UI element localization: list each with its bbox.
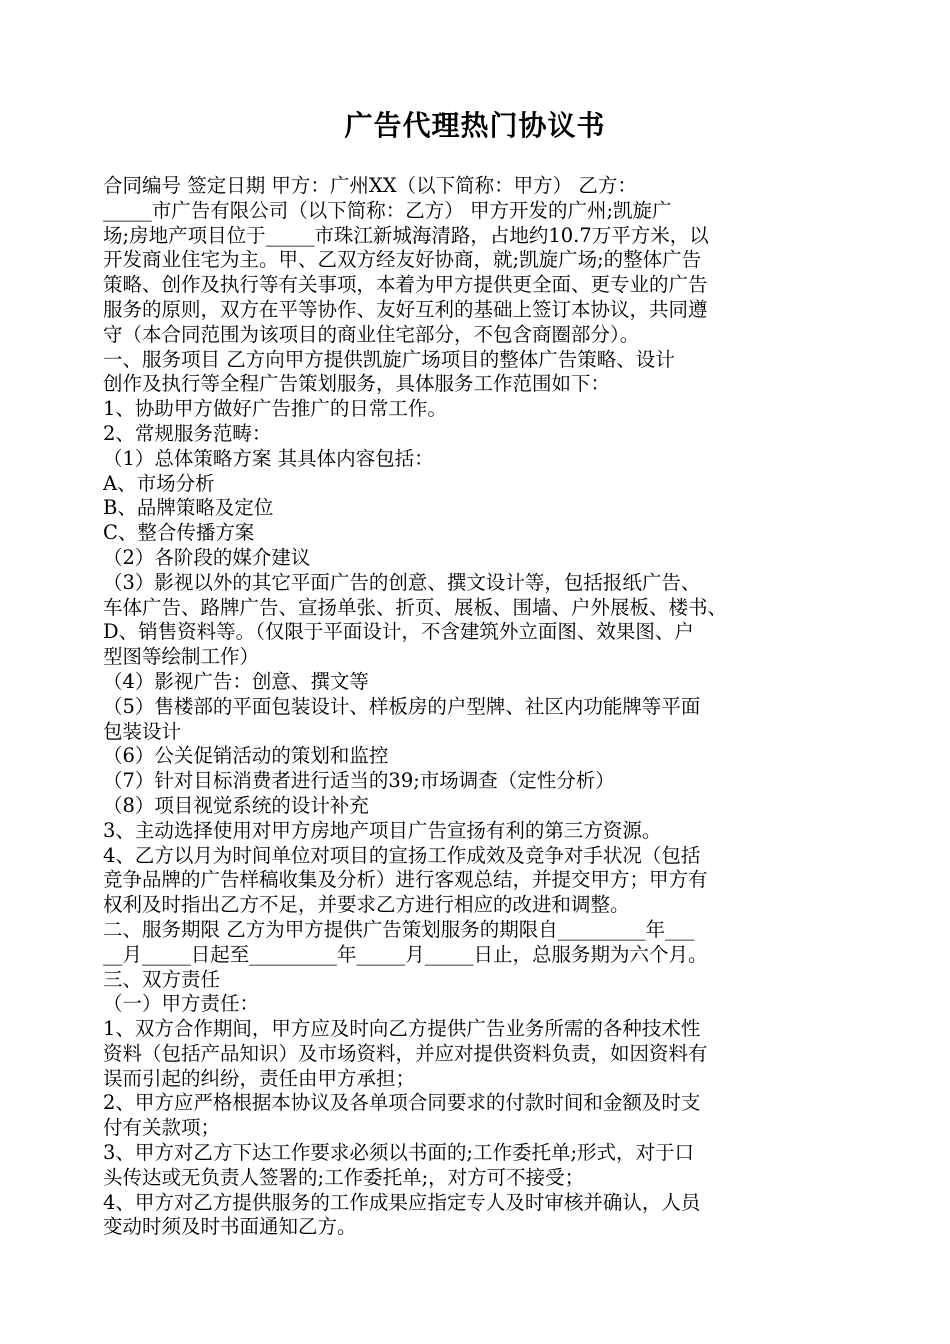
- body-text-line: D、销售资料等。（仅限于平面设计，不含建筑外立面图、效果图、户: [103, 620, 694, 644]
- body-text-line: （1）总体策略方案 其具体内容包括：: [103, 446, 434, 470]
- body-text-line: 2、常规服务范畴：: [103, 421, 272, 445]
- body-text-line: 变动时须及时书面通知乙方。: [103, 1215, 357, 1239]
- body-text-line: 包装设计: [103, 719, 182, 743]
- body-text-line: 4、甲方对乙方提供服务的工作成果应指定专人及时审核并确认，人员: [103, 1190, 701, 1214]
- body-text-line: _____市广告有限公司（以下简称：乙方） 甲方开发的广州;凯旋广: [103, 198, 672, 222]
- body-text-line: A、市场分析: [103, 471, 215, 495]
- body-text-line: 开发商业住宅为主。甲、乙双方经友好协商，就;凯旋广场;的整体广告: [103, 248, 702, 272]
- body-text-line: C、整合传播方案: [103, 521, 255, 545]
- body-text-line: B、品牌策略及定位: [103, 496, 274, 520]
- document-title: 广告代理热门协议书: [344, 109, 606, 142]
- body-text-line: 服务的原则，双方在平等协作、友好互利的基础上签订本协议，共同遵: [103, 297, 708, 321]
- body-text-line: 资料（包括产品知识）及市场资料，并应对提供资料负责，如因资料有: [103, 1041, 708, 1065]
- body-text-line: 创作及执行等全程广告策划服务，具体服务工作范围如下：: [103, 372, 611, 396]
- body-text-line: （8）项目视觉系统的设计补充: [103, 793, 369, 817]
- body-text-line: 一、服务项目 乙方向甲方提供凯旋广场项目的整体广告策略、设计: [103, 347, 675, 371]
- body-text-line: 型图等绘制工作）: [103, 645, 260, 669]
- body-text-line: __月_____日起至_________年_____月_____日止，总服务期为六个月。: [103, 942, 708, 966]
- body-text-line: 2、甲方应严格根据本协议及各单项合同要求的付款时间和金额及时支: [103, 1091, 701, 1115]
- body-text-line: 权利及时指出乙方不足，并要求乙方进行相应的改进和调整。: [103, 893, 630, 917]
- body-text-line: 二、服务期限 乙方为甲方提供广告策划服务的期限自_________年___: [103, 917, 695, 941]
- body-text-line: 守（本合同范围为该项目的商业住宅部分，不包含商圈部分）。: [103, 322, 640, 346]
- body-text-line: 付有关款项；: [103, 1116, 221, 1140]
- body-text-line: （4）影视广告：创意、撰文等: [103, 669, 369, 693]
- body-text-line: （2）各阶段的媒介建议: [103, 545, 311, 569]
- document-body: [103, 174, 853, 1240]
- body-text-line: 三、双方责任: [103, 967, 221, 991]
- body-text-line: （5）售楼部的平面包装设计、样板房的户型牌、社区内功能牌等平面: [103, 694, 701, 718]
- body-text-line: 竞争品牌的广告样稿收集及分析）进行客观总结，并提交甲方；甲方有: [103, 868, 708, 892]
- body-text-line: 车体广告、路牌广告、宣扬单张、折页、展板、围墙、户外展板、楼书、: [103, 595, 728, 619]
- body-text-line: 4、乙方以月为时间单位对项目的宣扬工作成效及竞争对手状况（包括: [103, 843, 701, 867]
- body-text-line: 合同编号 签定日期 甲方：广州XX（以下简称：甲方） 乙方：: [103, 174, 637, 197]
- body-text-line: （6）公关促销活动的策划和监控: [103, 744, 389, 768]
- body-text-line: （一）甲方责任：: [103, 992, 260, 1016]
- body-text-line: 1、双方合作期间，甲方应及时向乙方提供广告业务所需的各种技术性: [103, 1017, 701, 1041]
- body-text-line: （3）影视以外的其它平面广告的创意、撰文设计等，包括报纸广告、: [103, 570, 701, 594]
- body-text-line: 3、主动选择使用对甲方房地产项目广告宣扬有利的第三方资源。: [103, 818, 662, 842]
- body-text-line: 误而引起的纠纷，责任由甲方承担；: [103, 1066, 416, 1090]
- body-text-line: 头传达或无负责人签署的;工作委托单;，对方可不接受；: [103, 1165, 585, 1189]
- body-text-line: 策略、创作及执行等有关事项，本着为甲方提供更全面、更专业的广告: [103, 273, 708, 297]
- body-text-line: 1、协助甲方做好广告推广的日常工作。: [103, 397, 447, 421]
- body-text-line: 场;房地产项目位于_____市珠江新城海清路，占地约10.7万平方米，以: [103, 223, 709, 247]
- body-text-line: （7）针对目标消费者进行适当的39;市场调查（定性分析）: [103, 769, 615, 793]
- body-text-line: 3、甲方对乙方下达工作要求必须以书面的;工作委托单;形式，对于口: [103, 1141, 695, 1165]
